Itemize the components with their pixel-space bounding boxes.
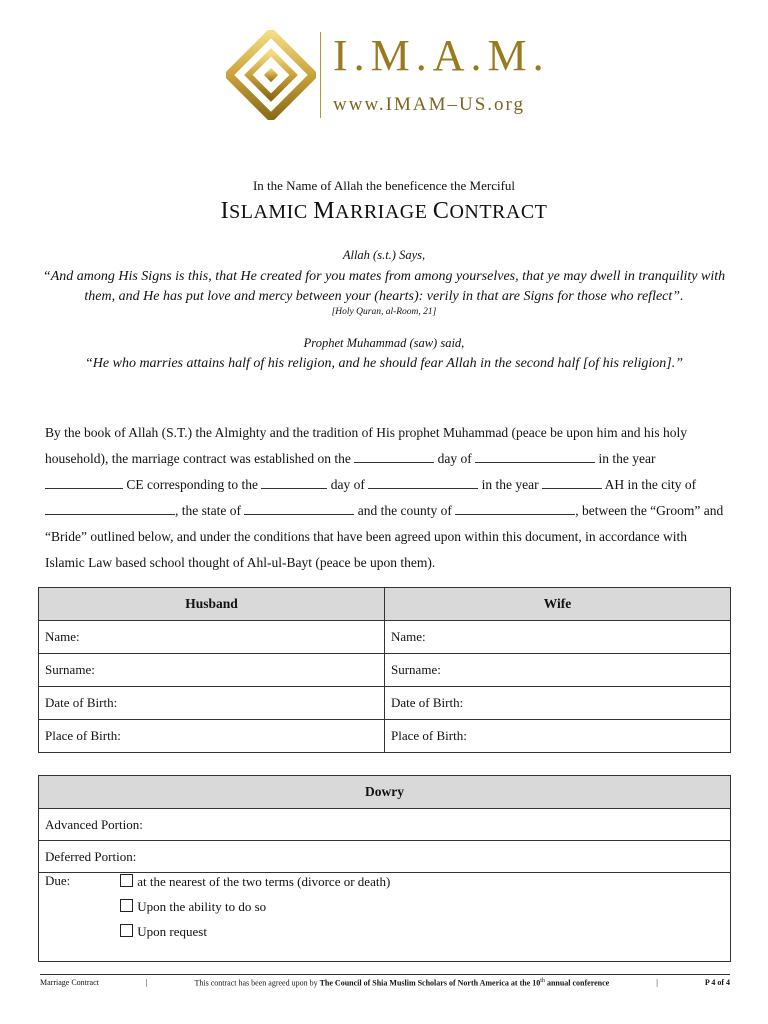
org-name: I.M.A.M. [333,31,550,80]
blank-hijri-day[interactable] [261,476,327,489]
page-footer: Marriage Contract | This contract has been agreed upon by The Council of Shia Muslim Scholars of North America at the 10th annual conference | P 4 of 4 [40,978,730,988]
table-row [39,687,731,720]
spouse-details-table [38,587,731,753]
wife-pob-field[interactable]: Place of Birth: [385,720,731,753]
wife-surname-field[interactable]: Surname: [385,654,731,687]
wife-name-field[interactable]: Name: [385,621,731,654]
deferred-portion-field[interactable]: Deferred Portion: [39,841,731,873]
table-row [39,654,731,687]
husband-surname-field[interactable]: Surname: [39,654,385,687]
wife-dob-field[interactable]: Date of Birth: [385,687,731,720]
logo-divider [320,32,321,118]
page-title: ISLAMIC MARRIAGE CONTRACT [220,198,548,224]
contract-paragraph: By the book of Allah (S.T.) the Almighty and the tradition of His prophet Muhammad (peace be upon him and his holy household), the marriage contract was established on the day of in the year CE corresponding to the day of in the year AH in the city of , the state of and the county of , between the “Groom” and “Bride” outlined below, and under the conditions that have been agreed upon within this document, in accordance with Islamic Law based school thought of Ahl-ul-Bayt (peace be upon them). [45,425,724,570]
due-label: Due: [45,873,71,888]
dowry-header: Dowry [39,776,731,809]
wife-header: Wife [385,588,731,621]
husband-header: Husband [39,588,385,621]
quran-reference: [Holy Quran, al-Room, 21] [331,307,437,317]
due-option-request[interactable]: Upon request [120,923,390,948]
page-number: P 4 of 4 [704,978,730,987]
due-option-ability[interactable]: Upon the ability to do so [120,898,390,923]
checkbox-icon[interactable] [120,874,133,887]
dowry-table [38,775,731,962]
blank-year-ce[interactable] [45,476,123,489]
husband-name-field[interactable]: Name: [39,621,385,654]
table-row [39,621,731,654]
imam-logo-icon [226,30,316,120]
blank-state[interactable] [244,502,354,515]
hadith-intro: Prophet Muhammad (saw) said, [303,336,465,350]
due-row [39,873,731,962]
blank-hijri-month[interactable] [368,476,478,489]
blank-county[interactable] [455,502,575,515]
quran-verse: “And among His Signs is this, that He created for you mates from among yourselves, that ye may dwell in tranquility with them, and He has put love and mercy between your (hearts): verily in that are Signs for those who reflect”. [42,269,726,304]
blank-year-ah[interactable] [542,476,602,489]
due-option-nearest-term[interactable]: at the nearest of the two terms (divorce or death) [120,873,390,898]
hadith-text: “He who marries attains half of his religion, and he should fear Allah in the second half [of his religion].” [85,356,683,371]
husband-dob-field[interactable]: Date of Birth: [39,687,385,720]
org-url: www.IMAM–US.org [333,94,526,115]
checkbox-icon[interactable] [120,924,133,937]
footer-agreement: This contract has been agreed upon by The Council of Shia Muslim Scholars of North America at the 10th annual conference [194,978,610,988]
blank-city[interactable] [45,502,175,515]
husband-pob-field[interactable]: Place of Birth: [39,720,385,753]
table-row [39,720,731,753]
checkbox-icon[interactable] [120,899,133,912]
footer-doc-name: Marriage Contract [40,978,99,987]
bismillah: In the Name of Allah the beneficence the Merciful [252,178,516,193]
quran-intro: Allah (s.t.) Says, [342,248,426,262]
footer-divider [40,974,730,975]
blank-day[interactable] [354,450,434,463]
blank-month[interactable] [475,450,595,463]
advanced-portion-field[interactable]: Advanced Portion: [39,809,731,841]
